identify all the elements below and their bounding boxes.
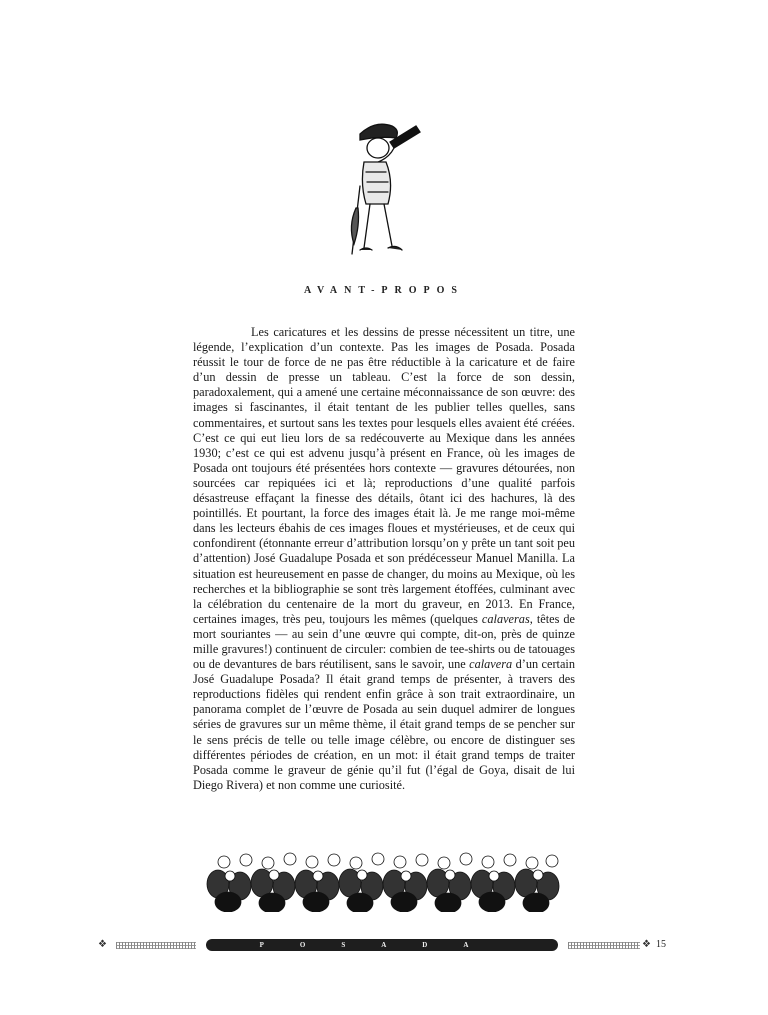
ornament-diamond-icon: ❖ (98, 939, 107, 950)
text-run: , têtes de mort souriantes — au sein d’une œuvre qui compte, dit-on, près de quinze mille gravures!) continuent de circuler: combien de tee-shirts ou de tatouages ou de devantures de bars réutilisent, sans le savoir, une (193, 611, 575, 672)
text-run: d’un certain José Guadalupe Posada? Il était grand temps de présenter, à travers des reproductions fidèles qui rendent enfin grâce à son trait extraordinaire, un panorama complet de l’œuvre de Posada au sein duquel admirer de longues séries de gravures sur un même thème, il était grand temps de se pencher sur le sens précis de telle ou telle image célèbre, ou encore de distinguer ses différentes périodes de création, en un mot: il était grand temps de traiter Posada comme le graveur de génie qu’il fut (l’égal de Goya, disait de lui Diego Rivera) et non comme une curiosité. (193, 657, 575, 792)
engraving-crowd (206, 850, 562, 912)
page-number: 15 (656, 939, 666, 950)
foreword-body (193, 325, 575, 793)
ornament-diamond-icon: ❖ (642, 939, 651, 950)
text-run: Les caricatures et les dessins de presse nécessitent un titre, une légende, l’explication d’un contexte. Pas les images de Posada. Posada réussit le tour de force de ne pas être réductible à la caricature et de faire d’un dessin de presse un tableau. C’est la force de son dessin, paradoxalement, qui a amené une certaine méconnaissance de son œuvre: des images si fascinantes, il était tentant de les publier telles quelles, sans commentaires, et surtout sans les textes pour lesquels elles avaient été créées. C’est ce qui eut lieu lors de sa redécouverte au Mexique dans les années 1930; c’est ce qui est advenu jusqu’à présent en France, où les images de Posada ont toujours été présentées hors contexte — gravures détourées, non sourcées car repiquées ici et là; reproductions d’une qualité parfois désastreuse effaçant la finesse des détails, ôtant ici des hachures, là des pointillés. Et pourtant, la force des images était là. Je me range moi-même dans les lecteurs ébahis de ces images floues et mystérieuses, et de ceux qui confondirent (étonnante erreur d’attribution lorsqu’on y prête un tant soit peu d’attention) José Guadalupe Posada et son prédécesseur Manuel Manilla. La situation est heureusement en passe de changer, du moins au Mexique, où les recherches et la bibliographie se sont très largement étoffées, culminant avec la célébration du centenaire de la mort du graveur, en 2013. En France, certaines images, très peu, toujours les mêmes (quelques (193, 325, 575, 626)
footer-pattern-right (568, 942, 640, 949)
foreword-paragraph (193, 325, 575, 793)
section-title: AVANT-PROPOS (304, 285, 464, 296)
footer-pattern-left (116, 942, 196, 949)
running-title-bar: POSADA (206, 939, 558, 951)
page-footer (0, 938, 768, 954)
engraving-man-with-telescope (330, 112, 440, 270)
italic-term: calavera (469, 657, 513, 672)
italic-term: calaveras (481, 611, 530, 626)
